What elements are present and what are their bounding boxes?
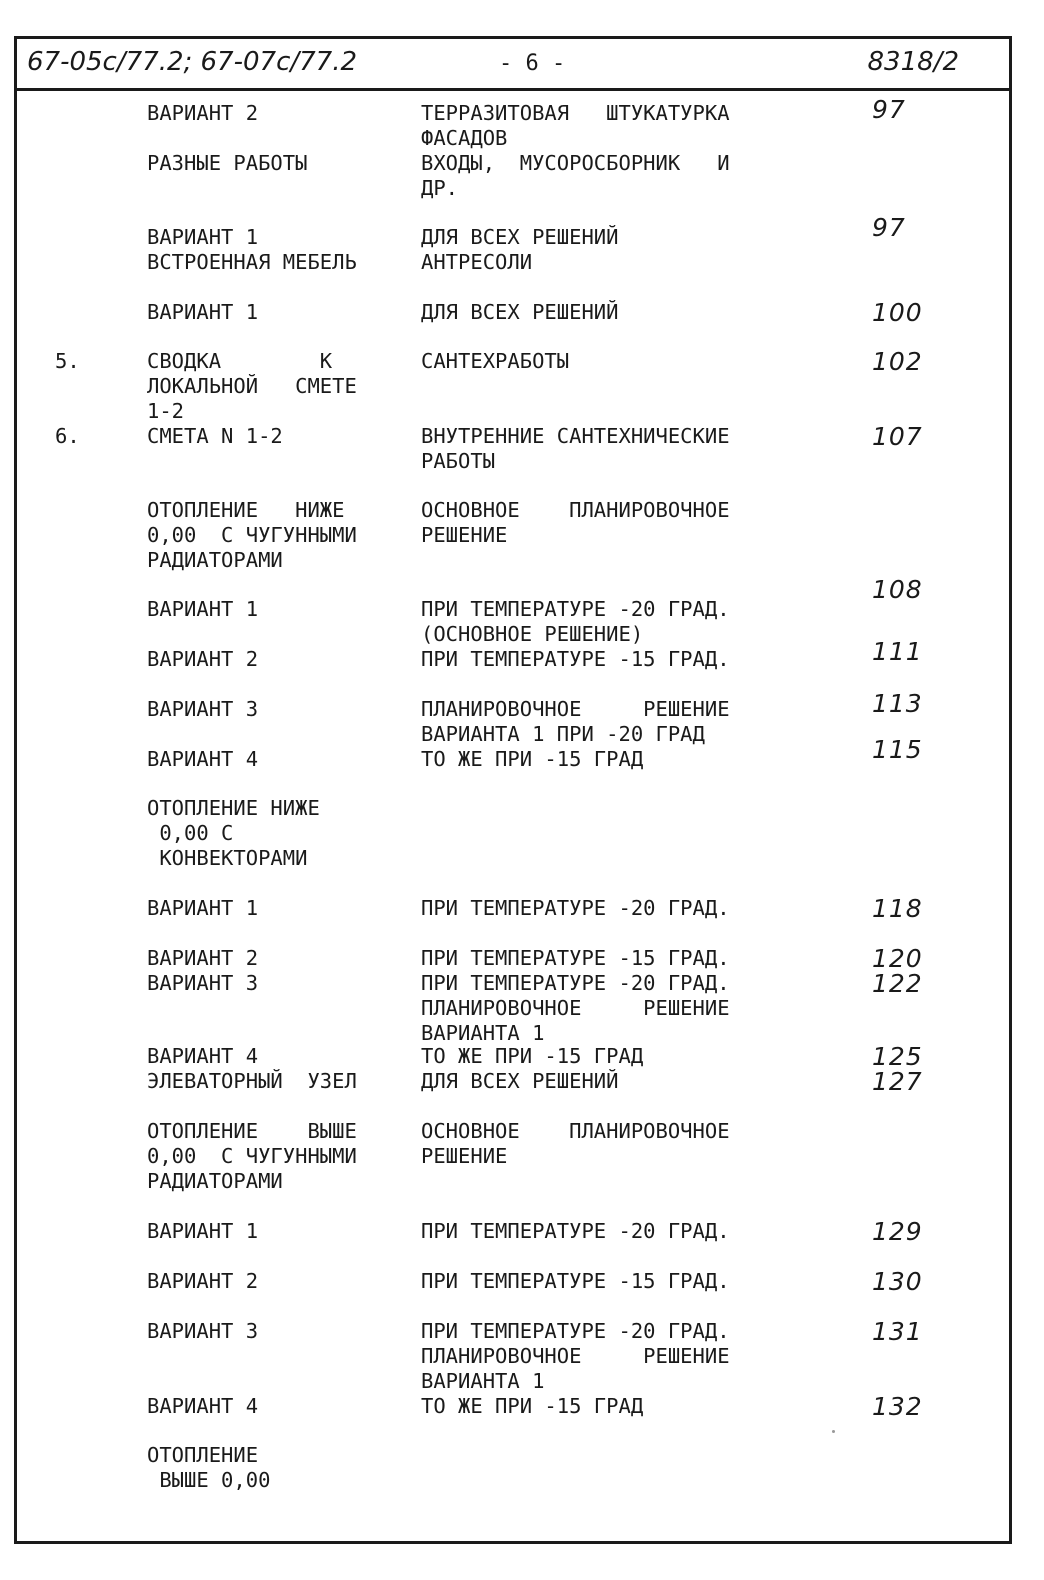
entry-description: ПРИ ТЕМПЕРАТУРЕ -20 ГРАД. (421, 1219, 730, 1243)
entry-title: ВАРИАНТ 1 (147, 896, 259, 920)
entry-title: ВАРИАНТ 1 (147, 1219, 259, 1243)
entry-number: 5. (55, 349, 80, 373)
entry-title: ВАРИАНТ 1 (147, 597, 259, 621)
entry-title: ВАРИАНТ 2 (147, 101, 259, 125)
entry-page: 131 (872, 1317, 923, 1346)
entry-page: 107 (872, 422, 923, 451)
entry-title: ОТОПЛЕНИЕ ВЫШЕ 0,00 (147, 1443, 271, 1492)
document-number: 8318/2 (867, 47, 959, 77)
entry-title: ВАРИАНТ 4 (147, 1394, 259, 1418)
entry-title: ОТОПЛЕНИЕ НИЖЕ 0,00 С ЧУГУННЫМИ РАДИАТОРАМИ (147, 498, 357, 572)
entry-description: ПРИ ТЕМПЕРАТУРЕ -15 ГРАД. (421, 946, 730, 970)
entry-description: ДЛЯ ВСЕХ РЕШЕНИЙ АНТРЕСОЛИ (421, 225, 619, 274)
entry-page: 111 (872, 637, 923, 666)
entry-description: ОСНОВНОЕ ПЛАНИРОВОЧНОЕ РЕШЕНИЕ (421, 498, 730, 547)
entry-page: 115 (872, 735, 923, 764)
entry-title: ВАРИАНТ 3 (147, 697, 259, 721)
entry-title: ВАРИАНТ 1 (147, 300, 259, 324)
entry-page: 127 (872, 1067, 923, 1096)
entry-title: ЭЛЕВАТОРНЫЙ УЗЕЛ (147, 1069, 357, 1093)
entry-description: ДЛЯ ВСЕХ РЕШЕНИЙ (421, 1069, 619, 1093)
entry-page: 132 (872, 1392, 923, 1421)
entry-title: ВАРИАНТ 4 (147, 747, 259, 771)
entry-page: 100 (872, 298, 923, 327)
entry-description: ВНУТРЕННИЕ САНТЕХНИЧЕСКИЕ РАБОТЫ (421, 424, 730, 473)
entry-title: СВОДКА К ЛОКАЛЬНОЙ СМЕТЕ 1-2 (147, 349, 357, 423)
entry-title: ОТОПЛЕНИЕ НИЖЕ 0,00 С КОНВЕКТОРАМИ (147, 796, 320, 870)
entry-description: ПРИ ТЕМПЕРАТУРЕ -20 ГРАД. ПЛАНИРОВОЧНОЕ РЕШЕНИЕ ВАРИАНТА 1 (421, 971, 730, 1045)
entry-page: 125 (872, 1042, 923, 1071)
entry-description: ДЛЯ ВСЕХ РЕШЕНИЙ (421, 300, 619, 324)
entry-description: ТО ЖЕ ПРИ -15 ГРАД (421, 1044, 644, 1068)
entry-title: СМЕТА N 1-2 (147, 424, 283, 448)
entry-page: 113 (872, 689, 923, 718)
entry-description: ПРИ ТЕМПЕРАТУРЕ -15 ГРАД. (421, 1269, 730, 1293)
entry-number: 6. (55, 424, 80, 448)
entry-page: 97 (872, 213, 906, 242)
entry-title: ОТОПЛЕНИЕ ВЫШЕ 0,00 С ЧУГУННЫМИ РАДИАТОРАМИ (147, 1119, 357, 1193)
entry-page: 118 (872, 894, 923, 923)
entry-title: ВАРИАНТ 4 (147, 1044, 259, 1068)
entry-title: ВАРИАНТ 2 (147, 647, 259, 671)
entry-description: ПЛАНИРОВОЧНОЕ РЕШЕНИЕ ВАРИАНТА 1 ПРИ -20 ГРАД (421, 697, 730, 746)
entry-description: ВХОДЫ, МУСОРОСБОРНИК И ДР. (421, 151, 730, 200)
entry-description: ПРИ ТЕМПЕРАТУРЕ -20 ГРАД. (ОСНОВНОЕ РЕШЕНИЕ) (421, 597, 730, 646)
entry-title: ВАРИАНТ 2 (147, 946, 259, 970)
entry-description: ПРИ ТЕМПЕРАТУРЕ -15 ГРАД. (421, 647, 730, 671)
entry-description: ПРИ ТЕМПЕРАТУРЕ -20 ГРАД. (421, 896, 730, 920)
entry-page: 122 (872, 969, 923, 998)
entry-page: 102 (872, 347, 923, 376)
entry-title: ВАРИАНТ 2 (147, 1269, 259, 1293)
entry-page: 120 (872, 944, 923, 973)
entry-page: 108 (872, 575, 923, 604)
entry-title: ВАРИАНТ 1 ВСТРОЕННАЯ МЕБЕЛЬ (147, 225, 357, 274)
entry-description: ПРИ ТЕМПЕРАТУРЕ -20 ГРАД. ПЛАНИРОВОЧНОЕ РЕШЕНИЕ ВАРИАНТА 1 (421, 1319, 730, 1393)
entry-title: ВАРИАНТ 3 (147, 971, 259, 995)
entry-title: ВАРИАНТ 3 (147, 1319, 259, 1343)
page-header (17, 39, 1009, 91)
entry-page: 97 (872, 95, 906, 124)
scan-speck (832, 1430, 835, 1433)
document-sheet (14, 36, 1012, 1544)
page-number: - 6 - (499, 51, 566, 76)
entry-description: ТО ЖЕ ПРИ -15 ГРАД (421, 1394, 644, 1418)
entry-description: ОСНОВНОЕ ПЛАНИРОВОЧНОЕ РЕШЕНИЕ (421, 1119, 730, 1168)
entry-title: РАЗНЫЕ РАБОТЫ (147, 151, 308, 175)
entry-description: ТЕРРАЗИТОВАЯ ШТУКАТУРКА ФАСАДОВ (421, 101, 730, 150)
entry-description: САНТЕХРАБОТЫ (421, 349, 570, 373)
entry-page: 130 (872, 1267, 923, 1296)
entry-page: 129 (872, 1217, 923, 1246)
entry-description: ТО ЖЕ ПРИ -15 ГРАД (421, 747, 644, 771)
document-code: 67-05с/77.2; 67-07с/77.2 (27, 47, 358, 77)
